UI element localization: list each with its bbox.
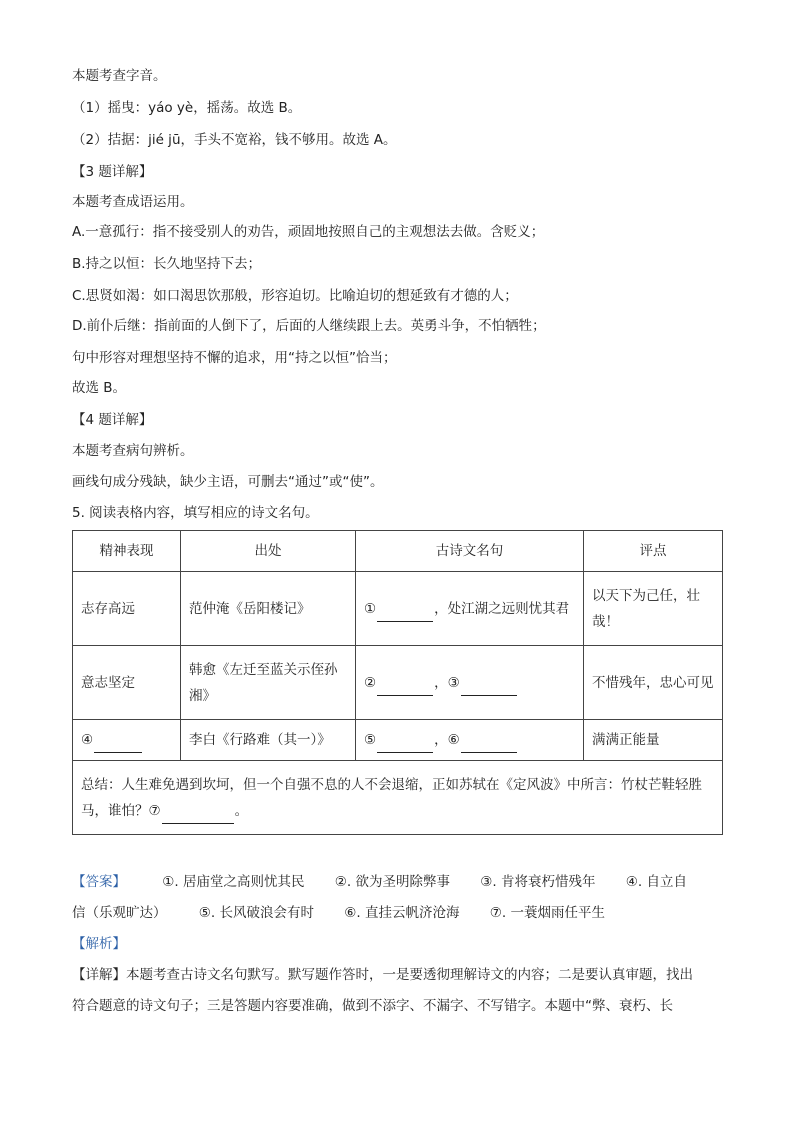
text-line: 故选 B。 xyxy=(72,380,127,396)
fill-blank[interactable] xyxy=(94,738,142,753)
section-heading: 【4 题详解】 xyxy=(72,412,153,428)
text-line: 本题考查字音。 xyxy=(72,68,167,84)
fill-blank[interactable] xyxy=(377,607,433,622)
answer-item: ②. 欲为圣明除弊事 xyxy=(334,874,450,890)
fill-blank[interactable] xyxy=(162,809,234,824)
table-cell: 范仲淹《岳阳楼记》 xyxy=(181,572,356,646)
table-summary-row xyxy=(73,761,723,835)
text-line: D.前仆后继：指前面的人倒下了，后面的人继续跟上去。英勇斗争，不怕牺牲； xyxy=(72,318,546,334)
text-line: C.思贤如渴：如口渴思饮那般，形容迫切。比喻迫切的想延致有才德的人； xyxy=(72,288,518,304)
fill-blank[interactable] xyxy=(461,681,517,696)
summary-cell: 总结：人生难免遇到坎坷，但一个自强不息的人不会退缩，正如苏轼在《定风波》中所言：竹杖芒鞋轻胜马，谁怕？⑦ 。 xyxy=(73,761,723,835)
blank-marker: ③ xyxy=(447,674,460,691)
analysis-text: 【详解】本题考查古诗文名句默写。默写题作答时，一是要透彻理解诗文的内容；二是要认真审题，找出 xyxy=(72,967,693,983)
fill-blank[interactable] xyxy=(461,738,517,753)
table-header: 出处 xyxy=(181,531,356,572)
text-line: 本题考查成语运用。 xyxy=(72,194,194,210)
table-cell: 不惜残年，忠心可见 xyxy=(584,646,723,720)
answer-item: ①. 居庙堂之高则忧其民 xyxy=(162,874,305,890)
analysis-text: 符合题意的诗文句子；三是答题内容要准确，做到不添字、不漏字、不写错字。本题中“弊、衰朽、长 xyxy=(72,998,673,1014)
blank-marker: ② xyxy=(364,674,377,691)
table-cell: 志存高远 xyxy=(73,572,181,646)
analysis-label: 【解析】 xyxy=(72,936,126,952)
text-line: B.持之以恒：长久地坚持下去； xyxy=(72,256,262,272)
table-cell: 李白《行路难（其一）》 xyxy=(181,720,356,761)
table-cell: ① ，处江湖之远则忧其君 xyxy=(356,572,584,646)
table-cell: 以天下为己任，壮哉！ xyxy=(584,572,723,646)
answer-continuation: 信（乐观旷达） xyxy=(72,905,167,921)
table-row xyxy=(73,572,723,646)
blank-marker: ① xyxy=(364,600,377,617)
table-cell xyxy=(73,720,181,761)
table-header: 精神表现 xyxy=(73,531,181,572)
table-cell: ⑤ ，⑥ xyxy=(356,720,584,761)
text-line: （2）拮据：jié jū，手头不宽裕，钱不够用。故选 A。 xyxy=(72,132,397,148)
text-line: 画线句成分残缺，缺少主语，可删去“通过”或“使”。 xyxy=(72,474,384,490)
fill-blank[interactable] xyxy=(377,738,433,753)
blank-marker: ④ xyxy=(81,732,94,748)
section-heading: 【3 题详解】 xyxy=(72,164,153,180)
table-header: 古诗文名句 xyxy=(356,531,584,572)
question-prompt: 5. 阅读表格内容，填写相应的诗文名句。 xyxy=(72,505,319,521)
text-line: （1）摇曳：yáo yè，摇荡。故选 B。 xyxy=(72,100,302,116)
blank-marker: ⑦ xyxy=(148,802,161,819)
table-cell: 满满正能量 xyxy=(584,720,723,761)
text-line: A.一意孤行：指不接受别人的劝告，顽固地按照自己的主观想法去做。含贬义； xyxy=(72,224,545,240)
answer-row xyxy=(72,903,605,923)
answer-item: ⑤. 长风破浪会有时 xyxy=(198,905,314,921)
blank-marker: ⑥ xyxy=(447,732,460,748)
answer-item: ③. 肯将衰朽惜残年 xyxy=(480,874,596,890)
fill-blank[interactable] xyxy=(377,681,433,696)
table-cell: ② ，③ xyxy=(356,646,584,720)
table-header: 评点 xyxy=(584,531,723,572)
blank-marker: ⑤ xyxy=(364,732,377,748)
table-cell: 意志坚定 xyxy=(73,646,181,720)
answer-label: 【答案】 xyxy=(72,874,126,890)
table-header-row xyxy=(73,531,723,572)
answer-item: ⑥. 直挂云帆济沧海 xyxy=(344,905,460,921)
table-cell: 韩愈《左迁至蓝关示侄孙湘》 xyxy=(181,646,356,720)
answer-row xyxy=(72,872,687,892)
answer-item: ④. 自立自 xyxy=(625,874,687,890)
text-line: 本题考查病句辨析。 xyxy=(72,443,194,459)
table-row xyxy=(73,720,723,761)
table-row xyxy=(73,646,723,720)
poem-table xyxy=(72,530,723,835)
answer-item: ⑦. 一蓑烟雨任平生 xyxy=(489,905,605,921)
text-line: 句中形容对理想坚持不懈的追求，用“持之以恒”恰当； xyxy=(72,350,397,366)
